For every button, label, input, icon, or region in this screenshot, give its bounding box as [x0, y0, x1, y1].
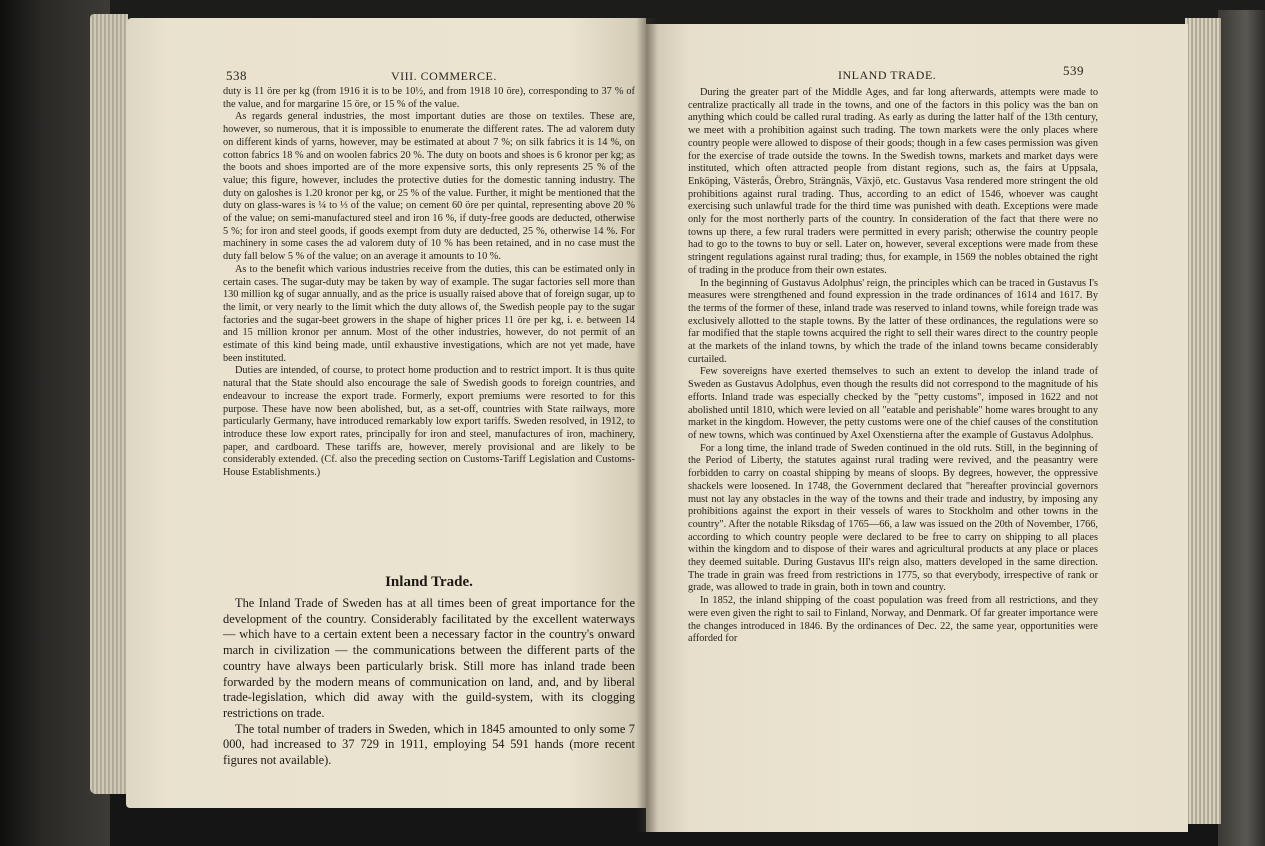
book-gutter — [636, 18, 658, 832]
paragraph: For a long time, the inland trade of Sweden continued in the old ruts. Still, in the beginning of the Period of Liberty, the statutes against rural trading were revived, and the peasantry were forbidden to carry on coastal shipping by means of sloops. By degrees, however, the oppressive shackels were loosened. In 1748, the Government declared that "hereafter provincial governors must not lay any obstacles in the way of the towns and their trade and industry, by imposing any prohibitions against the export in their vessels of wares to Stockholm and other towns in the country". After the notable Riksdag of 1765—66, a law was issued on the 20th of November, 1766, according to which country people were declared to be free to carry on shipping to all places within the kingdom and to dispose of their wares and agricultural products at any place or places they deemed suitable. During Gustavus III's reign also, matters developed in the same direction. The trade in grain was freed from restrictions in 1775, so that everybody, irrespective of rank or grade, was allowed to trade in grain, both in town and country. — [688, 442, 1098, 594]
paragraph: The total number of traders in Sweden, which in 1845 amounted to only some 7 000, had increased to 37 729 in 1911, employing 54 591 hands (more recent figures not available). — [223, 721, 635, 768]
paragraph: As to the benefit which various industries receive from the duties, this can be estimated only in certain cases. The sugar-duty may be taken by way of example. The sugar factories sell more than 130 million kg of sugar annually, and as the price is usually raised above that of foreign sugar, up to the limit, or very nearly to the limit which the duty allows of, the Swedish people pay to the sugar factories and the sugar-beet growers in the shape of higher prices 11 öre per kg, i. e. between 14 and 15 million kronor per annum. Most of the other industries, however, do not permit of an estimate of this kind being made, until exhaustive investigations, which are not yet made, have been instituted. — [223, 263, 635, 364]
right-page-edges — [1185, 18, 1221, 824]
paragraph: Duties are intended, of course, to protect home production and to restrict import. It is thus quite natural that the State should also encourage the sale of Swedish goods to foreign countries, and endeavour to increase the export trade. Formerly, export premiums were resorted to for this purpose. These have now been abolished, but, as a set-off, countries with State railways, more particularly Germany, have introduced remarkably low export tariffs. Sweden resolved, in 1912, to introduce these low export rates, principally for iron and steel, manufactures of iron, machinery, paper, and cardboard. These tariffs are, however, merely provisional and are likely to be considerably extended. (Cf. also the preceding section on Customs-Tariff Legislation and Customs-House Establishments.) — [223, 365, 635, 479]
left-section-text — [223, 596, 635, 769]
paragraph: The Inland Trade of Sweden has at all times been of great importance for the development of the country. Considerably facilitated by the excellent waterways — which have to a certain extent been a necessary factor in the country's onward march in civilization — the communications between the different parts of the country have always been particularly brisk. Still more has inland trade been forwarded by the modern means of communication on land, and, and by liberal trade-legislation, which did away with the guild-system, with its clogging restrictions on trade. — [223, 596, 635, 720]
paragraph: duty is 11 öre per kg (from 1916 it is to be 10½, and from 1918 10 öre), corresponding to 37 % of the value, and for margarine 15 öre, or 15 % of the value. — [223, 86, 635, 110]
paragraph: As regards general industries, the most important duties are those on textiles. These are, however, so numerous, that it is impossible to enumerate the different rates. The ad valorem duty on different kinds of yarns, however, may be estimated at about 7 %; on silk fabrics it is 14 %, on cotton fabrics 18 % and on woolen fabrics 20 %. The duty on boots and shoes is 6 kronor per kg; as the boots and shoes imported are of the more expensive sorts, this only represents 25 % of the value; this figure, however, includes the protective duties for the domestic tanning industry. The duty on galoshes is 1.20 kronor per kg, or 25 % of the value. Further, it might be mentioned that the duty on glass-wares is ¼ to ⅓ of the value; on cement 60 öre per quintal, representing above 20 % of the value; on semi-manufactured steel and iron 16 %, if duty-free goods are deducted, otherwise 5 %; for iron and steel goods, if goods exempt from duty are deducted, 25 %, otherwise 14 %. For machinery in some cases the ad valorem duty of 10 % has been retained, and in no case must the duty fall below 5 % of the value; on an average it amounts to 10 %. — [223, 111, 635, 263]
right-page-number: 539 — [1063, 63, 1084, 78]
section-title: Inland Trade. — [385, 574, 473, 590]
left-page-edges — [90, 14, 128, 794]
right-running-head: INLAND TRADE. — [838, 68, 937, 82]
right-page — [646, 24, 1188, 832]
paragraph: During the greater part of the Middle Ages, and far long afterwards, attempts were made to centralize practically all trade in the towns, and one of the factors in this policy was the ban on anything which could be called rural trading. As early as during the latter half of the 13th century, we meet with a prohibition against such trading. The town markets were the only places where country people were allowed to dispose of their goods; though in a few cases permission was given for the exercise of trade outside the towns. In the Swedish towns, markets and market days were instituted, which often attracted people from distant regions, such as, the fairs at Uppsala, Enköping, Västerås, Örebro, Strängnäs, Växjö, etc. Gustavus Vasa rendered more stringent the old prohibitions against rural trading. Thus, according to an edict of 1546, whoever was caught exercising such unlawful trade for the third time was punished with death. Exceptions were made only for the most northerly parts of the country. In consideration of the fact that there were no towns up there, a few rural traders were permitted in every parish; otherwise the country people had to go to the towns to buy or sell. Later on, however, several exceptions were made from these stringent regulations against rural trading; thus, for example, in 1569 the nobles obtained the right of trading in the produce from their own estates. — [688, 87, 1098, 276]
paragraph: In the beginning of Gustavus Adolphus' reign, the principles which can be traced in Gustavus I's measures were strengthened and found expression in the trade ordinances of 1614 and 1617. By the terms of the former of these, inland trade was reserved to inland towns, while foreign trade was exclusively allotted to the staple towns. By the latter of these ordinances, the regulations were so far modified that the staple towns acquired the right to sell their wares direct to the country people at the markets of the inland towns, by which the trade of the inland towns became considerably curtailed. — [688, 277, 1098, 365]
left-running-head: VIII. COMMERCE. — [391, 69, 497, 83]
right-body-text — [688, 87, 1098, 646]
left-page-number: 538 — [226, 68, 247, 83]
paragraph: Few sovereigns have exerted themselves to such an extent to develop the inland trade of Sweden as Gustavus Adolphus, even though the results did not correspond to the magnitude of his efforts. Inland trade was especially checked by the "petty customs", imposed in 1622 and not abolished until 1810, which were levied on all "eatable and perishable" home wares brought to any market in the kingdom. However, the petty customs were one of the chief causes of the constitution of new towns, which was continued by Axel Oxenstierna after the example of Gustavus Adolphus. — [688, 366, 1098, 441]
paragraph: In 1852, the inland shipping of the coast population was freed from all restrictions, and they were even given the right to sail to Finland, Norway, and Denmark. Of far greater importance were the changes introduced in 1846. By the ordinances of Dec. 22, the same year, opportunities were afforded for — [688, 595, 1098, 645]
right-cover — [1218, 10, 1265, 846]
left-body-text — [223, 86, 635, 480]
left-page — [126, 18, 646, 808]
